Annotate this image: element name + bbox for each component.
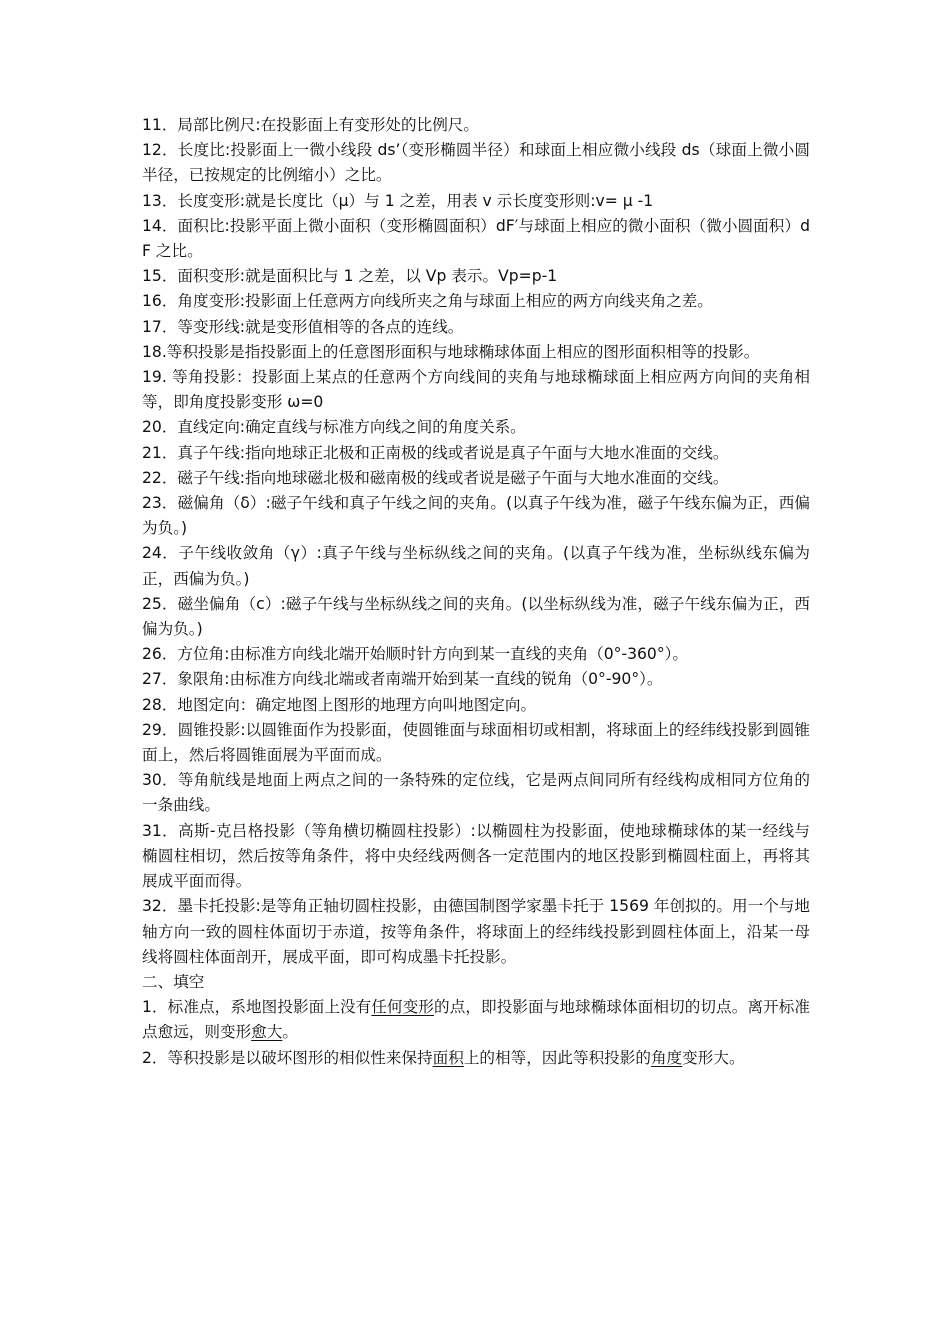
- fill-item-2: [142, 1046, 810, 1071]
- term-25: 25．磁坐偏角（c）:磁子午线与坐标纵线之间的夹角。(以坐标纵线为准，磁子午线东偏为正，西偏为负。): [142, 594, 810, 639]
- document-page: [142, 113, 810, 1071]
- term-22: 22．磁子午线:指向地球磁北极和磁南极的线或者说是磁子午面与大地水准面的交线。: [142, 468, 729, 487]
- term-12: 12．长度比:投影面上一微小线段 ds’（变形椭圆半径）和球面上相应微小线段 ds（球面上微小圆半径，已按规定的比例缩小）之比。: [142, 141, 810, 185]
- fill-answer: 角度: [650, 1048, 683, 1067]
- fill-answer: 任何变形: [371, 998, 435, 1017]
- term-18: 18.等积投影是指投影面上的任意图形面积与地球椭球体面上相应的图形面积相等的投影。: [142, 342, 760, 361]
- fill-text: 1．标准点，系地图投影面上没有: [142, 998, 372, 1017]
- fill-text: 上的相等，因此等积投影的: [463, 1048, 651, 1067]
- term-21: 21．真子午线:指向地球正北极和正南极的线或者说是真子午面与大地水准面的交线。: [142, 443, 729, 462]
- term-26: 26．方位角:由标准方向线北端开始顺时针方向到某一直线的夹角（0°-360°）。: [142, 645, 689, 664]
- term-20: 20．直线定向:确定直线与标准方向线之间的角度关系。: [142, 418, 526, 437]
- term-15: 15．面积变形:就是面积比与 1 之差，以 Vp 表示。Vp=p-1: [142, 267, 558, 286]
- fill-text: 。: [282, 1023, 298, 1042]
- term-27: 27．象限角:由标准方向线北端或者南端开始到某一直线的锐角（0°-90°）。: [142, 670, 663, 689]
- fill-text: 变形大。: [682, 1048, 745, 1067]
- term-31: 31．高斯-克吕格投影（等角横切椭圆柱投影）:以椭圆柱为投影面，使地球椭球体的某一经线与椭圆柱相切，然后按等角条件，将中央经线两侧各一定范围内的地区投影到椭圆柱面上，再将其展成平面而得。: [142, 821, 810, 891]
- term-13: 13．长度变形:就是长度比（μ）与 1 之差，用表 v 示长度变形则:v= μ -1: [142, 191, 654, 210]
- term-19: 19. 等角投影：投影面上某点的任意两个方向线间的夹角与地球椭球面上相应两方向间的夹角相等，即角度投影变形 ω=0: [142, 368, 810, 412]
- section-heading: 二、填空: [142, 972, 205, 991]
- term-24: 24．子午线收敛角（γ）:真子午线与坐标纵线之间的夹角。(以真子午线为准，坐标纵线东偏为正，西偏为负。): [142, 544, 810, 588]
- term-14: 14．面积比:投影平面上微小面积（变形椭圆面积）dF′与球面上相应的微小面积（微小圆面积）dF 之比。: [142, 216, 810, 261]
- term-32: 32．墨卡托投影:是等角正轴切圆柱投影，由德国制图学家墨卡托于 1569 年创拟的。用一个与地轴方向一致的圆柱体面切于赤道，按等角条件，将球面上的经纬线投影到圆柱体面上，沿某一母线将圆柱体面剖开，展成平面，即可构成墨卡托投影。: [142, 897, 810, 966]
- term-30: 30．等角航线是地面上两点之间的一条特殊的定位线，它是两点间同所有经线构成相同方位角的一条曲线。: [142, 771, 810, 815]
- fill-answer: 愈大: [251, 1023, 283, 1042]
- fill-text: 2．等积投影是以破坏图形的相似性来保持: [142, 1048, 433, 1067]
- term-29: 29．圆锥投影:以圆锥面作为投影面，使圆锥面与球面相切或相割，将球面上的经纬线投影到圆锥面上，然后将圆锥面展为平面而成。: [142, 720, 810, 765]
- term-23: 23．磁偏角（δ）:磁子午线和真子午线之间的夹角。(以真子午线为准，磁子午线东偏为正，西偏为负。): [142, 494, 810, 538]
- term-16: 16．角度变形:投影面上任意两方向线所夹之角与球面上相应的两方向线夹角之差。: [142, 292, 713, 311]
- term-11: 11．局部比例尺:在投影面上有变形处的比例尺。: [142, 116, 479, 134]
- fill-text: 的点，即投影面与地球椭球体面相切的切点。离开标准点愈远，则变形: [142, 998, 810, 1042]
- fill-item-1: [142, 995, 810, 1045]
- term-28: 28．地图定向：确定地图上图形的地理方向叫地图定向。: [142, 695, 537, 714]
- term-17: 17．等变形线:就是变形值相等的各点的连线。: [142, 317, 464, 336]
- fill-answer: 面积: [432, 1048, 464, 1067]
